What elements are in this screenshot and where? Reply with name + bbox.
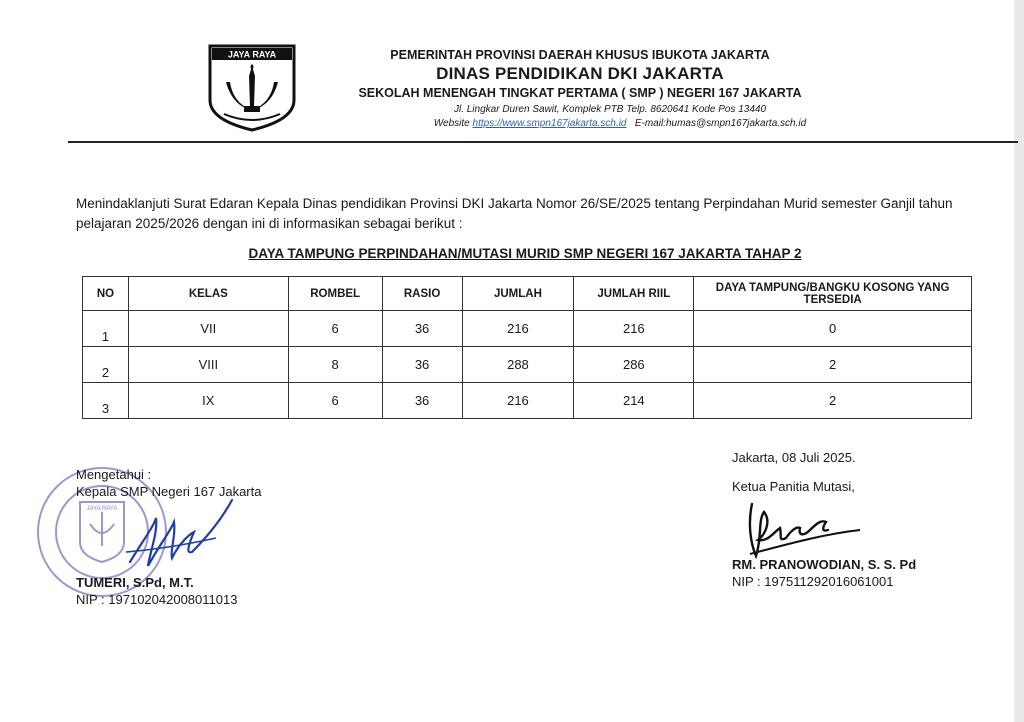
cell-jumlah-riil: 216	[574, 311, 694, 347]
cell-daya-tampung: 0	[694, 311, 972, 347]
cell-no: 3	[83, 383, 129, 419]
cell-kelas: IX	[128, 383, 288, 419]
agency-line: DINAS PENDIDIKAN DKI JAKARTA	[436, 64, 724, 83]
cell-jumlah: 216	[462, 311, 574, 347]
header-no: NO	[83, 277, 129, 311]
cell-rasio: 36	[382, 383, 462, 419]
cell-rombel: 8	[288, 347, 382, 383]
header-jumlah: JUMLAH	[462, 277, 574, 311]
letterhead	[300, 46, 860, 129]
table-title: DAYA TAMPUNG PERPINDAHAN/MUTASI MURID SMP NEGERI 167 JAKARTA TAHAP 2	[248, 246, 802, 261]
header-divider	[68, 141, 1018, 143]
header-kelas: KELAS	[128, 277, 288, 311]
address-line: Jl. Lingkar Duren Sawit, Komplek PTB Telp. 8620641 Kode Pos 13440	[453, 104, 767, 115]
principal-signature-icon	[120, 492, 240, 582]
cell-daya-tampung: 2	[694, 383, 972, 419]
letter-date: Jakarta, 08 Juli 2025.	[732, 450, 856, 465]
header-rombel: ROMBEL	[288, 277, 382, 311]
website-link[interactable]: https://www.smpn167jakarta.sch.id	[472, 118, 627, 129]
cell-rombel: 6	[288, 311, 382, 347]
page-edge	[1014, 0, 1024, 722]
school-line: SEKOLAH MENENGAH TINGKAT PERTAMA ( SMP ) NEGERI 167 JAKARTA	[358, 86, 802, 100]
government-line: PEMERINTAH PROVINSI DAERAH KHUSUS IBUKOTA JAKARTA	[390, 48, 770, 62]
cell-jumlah: 288	[462, 347, 574, 383]
principal-nip: NIP : 197102042008011013	[76, 592, 238, 607]
cell-rasio: 36	[382, 347, 462, 383]
table-header-row	[83, 277, 972, 311]
header-daya-tampung: DAYA TAMPUNG/BANGKU KOSONG YANG TERSEDIA	[694, 277, 972, 311]
cell-no: 1	[83, 311, 129, 347]
principal-role: Kepala SMP Negeri 167 Jakarta	[76, 484, 262, 499]
cell-kelas: VII	[128, 311, 288, 347]
cell-jumlah-riil: 286	[574, 347, 694, 383]
cell-no: 2	[83, 347, 129, 383]
contact-line	[380, 118, 860, 129]
table-row	[83, 311, 972, 347]
jakarta-emblem-logo	[206, 42, 298, 132]
capacity-table	[82, 276, 972, 419]
cell-kelas: VIII	[128, 347, 288, 383]
cell-jumlah: 216	[462, 383, 574, 419]
committee-chair-nip: NIP : 197511292016061001	[732, 574, 894, 589]
intro-paragraph: Menindaklanjuti Surat Edaran Kepala Dinas pendidikan Provinsi DKI Jakarta Nomor 26/SE/2025 tentang Perpindahan Murid semester Ganjil tahun pelajaran 2025/2026 dengan ini di informasikan sebagai berikut :	[76, 196, 953, 231]
cell-rombel: 6	[288, 383, 382, 419]
logo-text: JAYA RAYA	[227, 49, 277, 60]
committee-chair-name: RM. PRANOWODIAN, S. S. Pd	[732, 557, 917, 572]
committee-role: Ketua Panitia Mutasi,	[732, 479, 855, 494]
website-label: Website	[433, 118, 470, 129]
principal-name: TUMERI, S.Pd, M.T.	[76, 575, 194, 590]
email-text: E-mail:humas@smpn167jakarta.sch.id	[634, 118, 807, 129]
cell-daya-tampung: 2	[694, 347, 972, 383]
acknowledged-label: Mengetahui :	[76, 467, 152, 482]
committee-chair-signature-icon	[738, 492, 868, 572]
table-row	[83, 347, 972, 383]
table-row	[83, 383, 972, 419]
stamp-text: JAYA RAYA	[86, 506, 118, 512]
cell-rasio: 36	[382, 311, 462, 347]
header-jumlah-riil: JUMLAH RIIL	[574, 277, 694, 311]
header-rasio: RASIO	[382, 277, 462, 311]
cell-jumlah-riil: 214	[574, 383, 694, 419]
